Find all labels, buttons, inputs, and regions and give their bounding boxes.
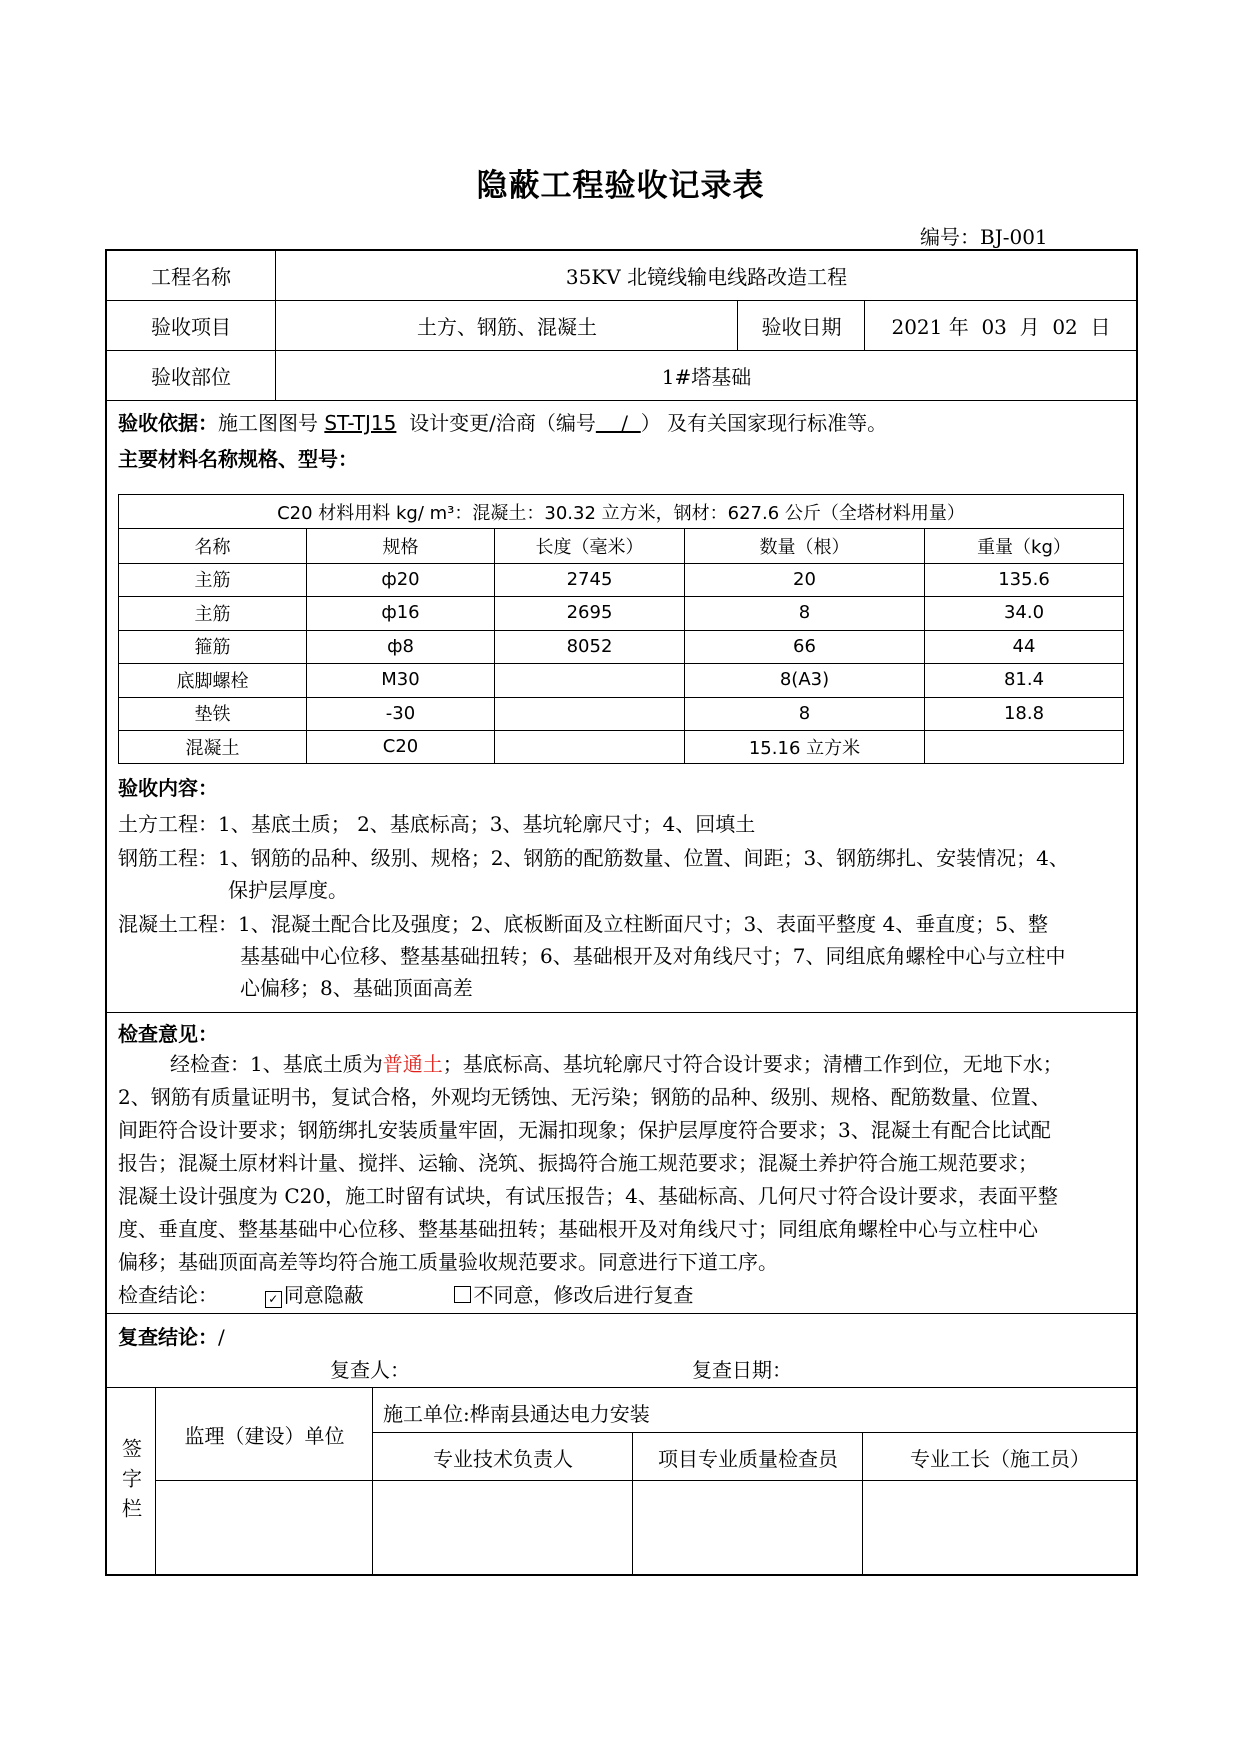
change-number: / [595, 411, 641, 435]
divider [105, 1313, 1138, 1314]
basis-text: 施工图图号 [218, 411, 318, 435]
agree-option: 同意隐蔽 [283, 1283, 364, 1307]
table-cell: 135.6 [998, 568, 1050, 590]
acceptance-item-label: 验收项目 [151, 315, 231, 339]
agree-checkbox[interactable]: ✓ [265, 1291, 282, 1308]
table-cell: 20 [685, 563, 925, 597]
table-row [119, 596, 1123, 630]
divider [632, 1432, 633, 1576]
foreman-label: 专业工长（施工员） [910, 1446, 1090, 1471]
divider [275, 249, 276, 400]
column-header: 名称 [119, 529, 307, 563]
basis-change-text: 设计变更/洽商（编号 [409, 411, 596, 435]
divider [105, 1012, 1138, 1013]
materials-label: 主要材料名称规格、型号： [118, 447, 358, 471]
table-cell: 2695 [495, 596, 685, 630]
drawing-number: ST-TJ15 [324, 411, 397, 435]
inspection-line: 间距符合设计要求；钢筋绑扎安装质量牢固，无漏扣现象；保护层厚度符合要求；3、混凝土有配合比试配 [118, 1118, 1051, 1142]
inspection-line: 度、垂直度、整基基础中心位移、整基基础扭转；基础根开及对角线尺寸；同组底角螺栓中心与立柱中心 [118, 1217, 1038, 1241]
divider [155, 1387, 156, 1576]
recheck-person-label: 复查人： [330, 1358, 410, 1382]
content-concrete: 混凝土工程：1、混凝土配合比及强度；2、底板断面及立柱断面尺寸；3、表面平整度 4、垂直度；5、整 [118, 912, 1048, 936]
table-cell: 66 [685, 630, 925, 664]
materials-table [118, 494, 1124, 764]
table-cell: 15.16 立方米 [685, 730, 925, 764]
table-row [119, 630, 1123, 664]
inspection-line: 报告；混凝土原材料计量、搅拌、运输、浇筑、振捣符合施工规范要求；混凝土养护符合施工规范要求； [118, 1151, 1038, 1175]
acceptance-item-value: 土方、钢筋、混凝土 [417, 315, 597, 339]
page-title: 隐蔽工程验收记录表 [476, 168, 765, 204]
table-cell: 2745 [495, 563, 685, 597]
column-header: 数量（根） [685, 529, 925, 563]
table-cell [495, 730, 685, 764]
divider [864, 300, 865, 350]
table-cell: 主筋 [119, 563, 307, 597]
divider [105, 1387, 1138, 1388]
table-cell: 81.4 [1003, 669, 1045, 691]
table-cell [495, 697, 685, 731]
table-cell: 8(A3) [685, 663, 925, 697]
inspection-text: ；基底标高、基坑轮廓尺寸符合设计要求；清槽工作到位，无地下水； [442, 1052, 1063, 1076]
recheck-date-label: 复查日期： [692, 1358, 792, 1382]
inspection-conclusion [118, 1279, 693, 1312]
table-cell: 底脚螺栓 [119, 663, 307, 697]
signature-section-label: 签字栏 [118, 1437, 143, 1528]
content-earthwork: 土方工程：1、基底土质； 2、基底标高；3、基坑轮廓尺寸；4、回填土 [118, 812, 756, 836]
table-cell: 18.8 [1003, 702, 1045, 724]
table-cell: 主筋 [119, 596, 307, 630]
table-cell: ф8 [307, 630, 495, 664]
content-concrete-cont: 基基础中心位移、整基基础扭转；6、基础根开及对角线尺寸；7、同组底角螺栓中心与立柱中 [240, 944, 1066, 968]
document-number: 编号：BJ-001 [920, 225, 1048, 249]
divider [155, 1480, 1138, 1481]
table-row [119, 730, 1123, 764]
table-cell: 8 [685, 596, 925, 630]
materials-summary-row [119, 495, 1123, 528]
recheck-conclusion [118, 1321, 225, 1350]
table-row [119, 563, 1123, 597]
contractor-unit: 施工单位:桦南县通达电力安装 [383, 1402, 650, 1426]
table-cell: 8052 [495, 630, 685, 664]
quality-inspector-label: 项目专业质量检查员 [658, 1446, 838, 1471]
basis-label: 验收依据： [118, 411, 218, 435]
table-cell [495, 663, 685, 697]
table-cell: ф20 [307, 563, 495, 597]
supervisor-unit-label: 监理（建设）单位 [184, 1424, 345, 1448]
inspection-text: 经检查：1、基底土质为 [170, 1052, 383, 1076]
acceptance-basis [118, 407, 887, 436]
divider [737, 300, 738, 350]
conclusion-label: 检查结论： [118, 1283, 218, 1307]
column-header: 规格 [307, 529, 495, 563]
divider [372, 1432, 1138, 1433]
inspection-label: 检查意见： [118, 1022, 218, 1046]
table-cell: C20 [307, 730, 495, 764]
divider [105, 400, 1138, 401]
content-steel: 钢筋工程：1、钢筋的品种、级别、规格；2、钢筋的配筋数量、位置、间距；3、钢筋绑扎、安装情况；4、 [118, 846, 1069, 870]
disagree-checkbox[interactable] [454, 1286, 471, 1303]
table-cell [925, 730, 1123, 764]
acceptance-date-label: 验收日期 [761, 315, 842, 339]
acceptance-part-value: 1#塔基础 [661, 365, 752, 389]
materials-header-row [119, 529, 1123, 563]
table-cell: 箍筋 [119, 630, 307, 664]
table-cell: 垫铁 [119, 697, 307, 731]
project-name-value: 35KV 北镜线输电线路改造工程 [565, 265, 848, 289]
inspection-line: 偏移；基础顶面高差等均符合施工质量验收规范要求。同意进行下道工序。 [118, 1250, 778, 1274]
soil-type: 普通土 [382, 1052, 443, 1076]
inspection-line: 2、钢筋有质量证明书，复试合格，外观均无锈蚀、无污染；钢筋的品种、级别、规格、配筋数量、位置、 [118, 1085, 1051, 1109]
content-steel-cont: 保护层厚度。 [228, 878, 348, 902]
table-cell: M30 [307, 663, 495, 697]
table-row [119, 697, 1123, 731]
table-cell: -30 [307, 697, 495, 731]
tech-lead-label: 专业技术负责人 [433, 1446, 573, 1471]
table-cell: 混凝土 [119, 730, 307, 764]
acceptance-part-label: 验收部位 [151, 365, 231, 389]
recheck-value: / [218, 1325, 225, 1349]
table-row [119, 663, 1123, 697]
table-cell: ф16 [307, 596, 495, 630]
divider [372, 1387, 373, 1576]
table-cell: 8 [685, 697, 925, 731]
recheck-label: 复查结论： [118, 1325, 218, 1349]
inspection-line [170, 1048, 1063, 1081]
acceptance-date-value: 2021 年 03 月 02 日 [891, 315, 1111, 339]
project-name-label: 工程名称 [151, 265, 231, 289]
inspection-line: 混凝土设计强度为 C20，施工时留有试块，有试压报告；4、基础标高、几何尺寸符合设计要求，表面平整 [118, 1184, 1058, 1208]
table-cell: 44 [1012, 635, 1036, 657]
disagree-option: 不同意，修改后进行复查 [473, 1283, 694, 1307]
table-cell: 34.0 [1003, 602, 1045, 624]
content-label: 验收内容： [118, 776, 218, 800]
content-concrete-cont2: 心偏移；8、基础顶面高差 [240, 976, 473, 1000]
column-header: 重量（kg） [977, 536, 1071, 558]
divider [862, 1432, 863, 1576]
materials-summary: C20 材料用料 kg/ m³：混凝土：30.32 立方米，钢材：627.6 公斤（全塔材料用量） [277, 502, 965, 524]
basis-standard-text: ） 及有关国家现行标准等。 [640, 411, 888, 435]
column-header: 长度（毫米） [495, 529, 685, 563]
